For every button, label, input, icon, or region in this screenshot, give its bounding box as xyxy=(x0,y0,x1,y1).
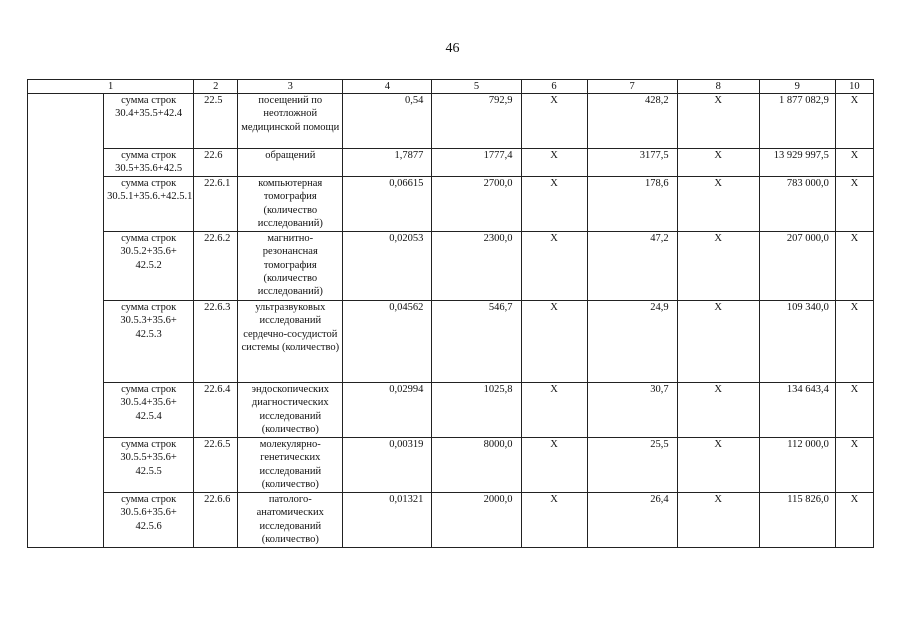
col-header-7: 7 xyxy=(587,80,677,94)
col-header-9: 9 xyxy=(759,80,835,94)
cell-sum-formula: сумма строк 30.5+35.6+42.5 xyxy=(104,149,194,177)
cell-col10: X xyxy=(835,437,873,492)
cell-col7: 3177,5 xyxy=(587,149,677,177)
cell-col5: 2700,0 xyxy=(432,176,521,231)
cell-col9: 115 826,0 xyxy=(759,492,835,547)
cell-col6: X xyxy=(521,300,587,382)
cell-col6: X xyxy=(521,231,587,300)
cell-col6: X xyxy=(521,437,587,492)
cell-indicator-name: магнитно-резонансная томография (количество исследований) xyxy=(238,231,343,300)
cell-col7: 24,9 xyxy=(587,300,677,382)
cell-indicator-name: эндоскопических диагностических исследований (количество) xyxy=(238,382,343,437)
table-row xyxy=(28,94,874,149)
cell-col5: 792,9 xyxy=(432,94,521,149)
cell-col10: X xyxy=(835,231,873,300)
col-header-6: 6 xyxy=(521,80,587,94)
cell-row-code: 22.6.5 xyxy=(194,437,238,492)
cell-sum-formula: сумма строк 30.5.5+35.6+ 42.5.5 xyxy=(104,437,194,492)
cell-col5: 8000,0 xyxy=(432,437,521,492)
cell-col5: 2300,0 xyxy=(432,231,521,300)
cell-col6: X xyxy=(521,176,587,231)
cell-row-code: 22.6 xyxy=(194,149,238,177)
cell-col9: 109 340,0 xyxy=(759,300,835,382)
cell-col7: 30,7 xyxy=(587,382,677,437)
cell-col9: 134 643,4 xyxy=(759,382,835,437)
cell-col4: 0,06615 xyxy=(343,176,432,231)
header-row xyxy=(28,80,874,94)
cell-col9: 13 929 997,5 xyxy=(759,149,835,177)
cell-col10: X xyxy=(835,300,873,382)
cell-col6: X xyxy=(521,492,587,547)
cell-indicator-name: молекулярно-генетических исследований (количество) xyxy=(238,437,343,492)
cell-row-code: 22.6.4 xyxy=(194,382,238,437)
col-header-4: 4 xyxy=(343,80,432,94)
cell-col7: 26,4 xyxy=(587,492,677,547)
table-row xyxy=(28,300,874,382)
cell-col6: X xyxy=(521,382,587,437)
cell-row-code: 22.6.3 xyxy=(194,300,238,382)
col-header-10: 10 xyxy=(835,80,873,94)
cell-indicator-name: обращений xyxy=(238,149,343,177)
cell-col10: X xyxy=(835,149,873,177)
cell-col7: 428,2 xyxy=(587,94,677,149)
cell-sum-formula: сумма строк 30.5.6+35.6+ 42.5.6 xyxy=(104,492,194,547)
cell-col10: X xyxy=(835,94,873,149)
cell-col8: X xyxy=(677,492,759,547)
table-row xyxy=(28,492,874,547)
cell-sum-formula: сумма строк 30.5.4+35.6+ 42.5.4 xyxy=(104,382,194,437)
table-row xyxy=(28,149,874,177)
cell-sum-formula: сумма строк 30.5.1+35.6.+42.5.1 xyxy=(104,176,194,231)
cell-col6: X xyxy=(521,94,587,149)
table-row xyxy=(28,176,874,231)
col-header-5: 5 xyxy=(432,80,521,94)
cell-col5: 1025,8 xyxy=(432,382,521,437)
cell-col4: 0,02994 xyxy=(343,382,432,437)
cell-col4: 0,02053 xyxy=(343,231,432,300)
col-header-1: 1 xyxy=(28,80,194,94)
cell-row-code: 22.6.2 xyxy=(194,231,238,300)
cell-indicator-name: ультразвуковых исследований сердечно-сосудистой системы (количество) xyxy=(238,300,343,382)
cell-sum-formula: сумма строк 30.4+35.5+42.4 xyxy=(104,94,194,149)
cell-col6: X xyxy=(521,149,587,177)
cell-col9: 207 000,0 xyxy=(759,231,835,300)
cell-col8: X xyxy=(677,176,759,231)
cell-indicator-name: патолого-анатомических исследований (количество) xyxy=(238,492,343,547)
cell-col10: X xyxy=(835,492,873,547)
cell-sum-formula: сумма строк 30.5.2+35.6+ 42.5.2 xyxy=(104,231,194,300)
cell-col8: X xyxy=(677,437,759,492)
cell-col8: X xyxy=(677,382,759,437)
cell-indicator-name: посещений по неотложной медицинской помощи xyxy=(238,94,343,149)
col-header-8: 8 xyxy=(677,80,759,94)
cell-col9: 783 000,0 xyxy=(759,176,835,231)
cell-col10: X xyxy=(835,382,873,437)
col-header-3: 3 xyxy=(238,80,343,94)
cell-col8: X xyxy=(677,300,759,382)
cell-col9: 112 000,0 xyxy=(759,437,835,492)
cell-col4: 1,7877 xyxy=(343,149,432,177)
cell-row-code: 22.5 xyxy=(194,94,238,149)
table-row xyxy=(28,382,874,437)
table-row xyxy=(28,437,874,492)
cell-col7: 178,6 xyxy=(587,176,677,231)
cell-col5: 546,7 xyxy=(432,300,521,382)
cell-indicator-name: компьютерная томография (количество исследований) xyxy=(238,176,343,231)
cell-col8: X xyxy=(677,231,759,300)
merged-empty-cell xyxy=(28,94,104,548)
cell-col7: 47,2 xyxy=(587,231,677,300)
cell-col7: 25,5 xyxy=(587,437,677,492)
cell-row-code: 22.6.6 xyxy=(194,492,238,547)
cell-col4: 0,01321 xyxy=(343,492,432,547)
cell-col5: 1777,4 xyxy=(432,149,521,177)
cell-col10: X xyxy=(835,176,873,231)
cell-row-code: 22.6.1 xyxy=(194,176,238,231)
col-header-2: 2 xyxy=(194,80,238,94)
cell-col8: X xyxy=(677,94,759,149)
cell-col4: 0,54 xyxy=(343,94,432,149)
cell-col8: X xyxy=(677,149,759,177)
cell-col9: 1 877 082,9 xyxy=(759,94,835,149)
page-number: 46 xyxy=(445,41,460,56)
table-row xyxy=(28,231,874,300)
cell-sum-formula: сумма строк 30.5.3+35.6+ 42.5.3 xyxy=(104,300,194,382)
cell-col4: 0,00319 xyxy=(343,437,432,492)
cell-col4: 0,04562 xyxy=(343,300,432,382)
cell-col5: 2000,0 xyxy=(432,492,521,547)
data-table xyxy=(27,79,874,548)
